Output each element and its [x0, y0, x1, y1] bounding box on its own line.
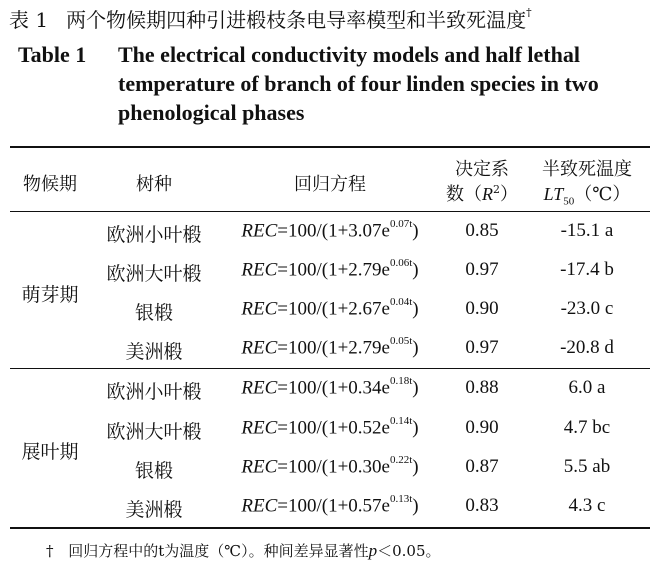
row-r2: 0.90 [465, 417, 499, 438]
row-r2: 0.90 [465, 298, 499, 319]
eq-close: ) [412, 298, 419, 320]
header-r2-line1: 决定系 [455, 159, 509, 180]
row-r2: 0.87 [465, 456, 499, 477]
row-equation [218, 377, 442, 399]
row-lt50: -23.0 c [560, 298, 614, 319]
row-r2: 0.83 [465, 495, 499, 516]
row-species: 银椴 [134, 302, 173, 324]
group-divider-rule [10, 368, 650, 369]
row-equation [218, 495, 442, 517]
header-rule [10, 211, 650, 212]
header-phase: 物候期 [23, 174, 77, 195]
row-lt50: -17.4 b [560, 259, 614, 280]
eq-body: =100/(1+0.52e [277, 417, 390, 439]
row-equation [218, 337, 442, 359]
footnote-p-symbol: p [368, 541, 378, 560]
eq-body: =100/(1+2.79e [277, 259, 390, 281]
eq-close: ) [412, 495, 419, 517]
row-lt50: -20.8 d [560, 337, 614, 358]
row-equation [218, 298, 442, 320]
table-title-en-text: The electrical conductivity models and half lethal temperature of branch of four linden species in two phenological phases [118, 42, 599, 125]
row-equation [218, 417, 442, 439]
row-r2: 0.97 [465, 259, 499, 280]
eq-exponent: 0.05t [389, 335, 413, 347]
eq-exponent: 0.04t [389, 296, 413, 308]
header-lt-unit: （℃） [574, 184, 631, 205]
eq-body: =100/(1+2.79e [277, 337, 390, 359]
eq-exponent: 0.18t [389, 375, 413, 387]
row-species: 银椴 [134, 460, 173, 482]
row-lt50: 4.3 c [568, 495, 606, 516]
top-rule [10, 146, 650, 148]
eq-close: ) [412, 377, 419, 399]
table-number-cn: 表 1 [9, 8, 49, 32]
row-r2: 0.88 [465, 377, 499, 398]
table-footnote [46, 540, 441, 561]
row-lt50: -15.1 a [560, 220, 614, 241]
eq-body: =100/(1+3.07e [277, 220, 390, 242]
group-label-budding: 萌芽期 [21, 284, 79, 306]
table-title-cn [9, 4, 532, 33]
row-species: 欧洲小叶椴 [106, 224, 202, 246]
eq-symbol: REC [241, 298, 278, 320]
eq-symbol: REC [241, 337, 278, 359]
header-lt50-line1: 半致死温度 [542, 159, 632, 180]
eq-close: ) [412, 456, 419, 478]
row-r2: 0.85 [465, 220, 499, 241]
row-species: 欧洲大叶椴 [106, 421, 202, 443]
eq-body: =100/(1+0.57e [277, 495, 390, 517]
footnote-text: 回归方程中的t为温度（℃）。种间差异显著性 [68, 542, 369, 560]
eq-body: =100/(1+0.34e [277, 377, 390, 399]
table-number-en: Table 1 [18, 42, 87, 67]
eq-close: ) [412, 220, 419, 242]
header-r2-prefix: 数（ [446, 184, 482, 205]
row-species: 欧洲小叶椴 [106, 381, 202, 403]
row-r2: 0.97 [465, 337, 499, 358]
eq-symbol: REC [241, 220, 278, 242]
eq-exponent: 0.14t [389, 415, 413, 427]
header-r2-symbol: R [482, 184, 493, 204]
eq-symbol: REC [241, 417, 278, 439]
header-lt-subscript: 50 [563, 195, 575, 208]
eq-close: ) [412, 337, 419, 359]
eq-symbol: REC [241, 495, 278, 517]
header-lt50-line2 [524, 180, 650, 208]
eq-exponent: 0.06t [389, 257, 413, 269]
eq-exponent: 0.07t [389, 218, 413, 230]
eq-body: =100/(1+2.67e [277, 298, 390, 320]
header-lt-symbol: LT [543, 184, 564, 204]
bottom-rule [10, 527, 650, 529]
row-equation [218, 259, 442, 281]
row-lt50: 5.5 ab [563, 456, 611, 477]
header-r2-superscript: 2 [493, 183, 500, 196]
footnote-dagger-mark: † [46, 542, 54, 560]
group-label-leafing: 展叶期 [21, 441, 79, 463]
eq-body: =100/(1+0.30e [277, 456, 390, 478]
row-species: 美洲椴 [125, 499, 183, 521]
header-species: 树种 [136, 174, 172, 195]
eq-symbol: REC [241, 456, 278, 478]
row-lt50: 4.7 bc [563, 417, 611, 438]
eq-symbol: REC [241, 377, 278, 399]
footnote-text-end: ＜0.05。 [377, 542, 441, 560]
row-equation [218, 220, 442, 242]
title-dagger-mark: † [526, 6, 532, 20]
eq-close: ) [412, 417, 419, 439]
eq-exponent: 0.22t [389, 454, 413, 466]
row-lt50: 6.0 a [568, 377, 606, 398]
row-equation [218, 456, 442, 478]
table-title-cn-text: 两个物候期四种引进椴枝条电导率模型和半致死温度 [66, 8, 527, 32]
eq-close: ) [412, 259, 419, 281]
header-r2-close: ） [500, 184, 518, 205]
eq-exponent: 0.13t [389, 493, 413, 505]
eq-symbol: REC [241, 259, 278, 281]
header-equation: 回归方程 [294, 174, 366, 195]
header-r2-line2 [440, 180, 524, 206]
row-species: 美洲椴 [125, 341, 183, 363]
row-species: 欧洲大叶椴 [106, 263, 202, 285]
